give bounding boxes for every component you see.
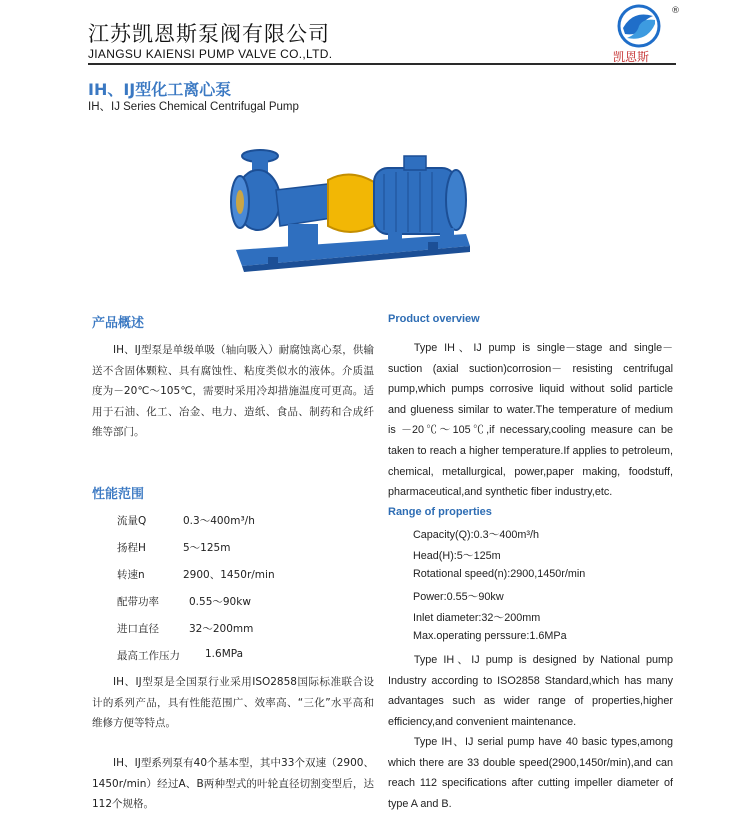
spec-label: 流量Q — [117, 515, 147, 527]
logo-swirl-icon — [619, 6, 659, 46]
spec-row-cn — [117, 540, 231, 555]
spec-row-en: Rotational speed(n):2900,1450r/min — [413, 568, 586, 580]
page-title-cn: IH、IJ型化工离心泵 — [88, 80, 232, 99]
types-text-cn: IH、IJ型系列泵有40个基本型，其中33个双速（2900、1450r/min）经过A、B两种型式的叶轮直径切割变型后，达112个规格。 — [92, 757, 374, 810]
overview-heading-en: Product overview — [388, 313, 480, 325]
spec-row-en: Inlet diameter:32～200mm — [413, 612, 541, 624]
spec-label: 最高工作压力 — [117, 650, 180, 662]
spec-label: 扬程H — [117, 542, 146, 554]
spec-value: 2900、1450r/min — [183, 569, 275, 581]
spec-row-en: Capacity(Q):0.3～400m³/h — [413, 529, 540, 541]
company-name-cn: 江苏凯恩斯泵阀有限公司 — [88, 22, 330, 46]
logo-text: 凯恩斯 — [613, 50, 650, 64]
spec-label: 配带功率 — [117, 596, 159, 608]
range-heading-cn: 性能范围 — [92, 487, 145, 502]
pump-image — [228, 142, 478, 277]
spec-row-en: Max.operating perssure:1.6MPa — [413, 630, 567, 642]
page-title-en: IH、IJ Series Chemical Centrifugal Pump — [88, 101, 299, 113]
header-divider — [88, 63, 676, 65]
spec-row-cn — [117, 648, 244, 663]
spec-row-en: Power:0.55～90kw — [413, 591, 504, 603]
spec-row-cn — [117, 594, 251, 609]
spec-row-cn — [117, 513, 255, 528]
overview-text-cn: IH、IJ型泵是单级单吸（轴向吸入）耐腐蚀离心泵，供输送不含固体颗粒、具有腐蚀性、粘度类似水的液体。介质温度为－20℃～105℃，需要时采用冷却措施温度可更高。适用于石油、化工、冶金、电力、造纸、食品、制药和合成纤维等部门。 — [92, 344, 374, 438]
spec-label: 转速n — [117, 569, 145, 581]
overview-text-en: Type IH、IJ pump is single－stage and single－suction (axial suction)corrosion－ resisting centrifugal pump,which pumps corrosive liquid without solid particle and glueness similar to water.The temperature of medium is －20℃～105℃,if necessary,cooling measure can be taken to reach a higher temperature.If applies to petroleum, chemical, metallurgical, power,paper making, foodstuff, pharmaceutical,and synthetic fiber industry,etc. — [388, 342, 673, 499]
types-text-en: Type IH、IJ serial pump have 40 basic types,among which there are 33 double speed(2900,1450r/min),and can reach 112 specifications after cutting impeller diameter of type A and B. — [388, 736, 673, 810]
company-name-en: JIANGSU KAIENSI PUMP VALVE CO.,LTD. — [88, 47, 333, 61]
range-heading-en: Range of properties — [388, 506, 492, 518]
spec-value: 0.3～400m³/h — [183, 515, 255, 527]
design-text-cn: IH、IJ型泵是全国泵行业采用ISO2858国际标准联合设计的系列产品，具有性能范围广、效率高、“三化”水平高和维修方便等特点。 — [92, 676, 374, 729]
spec-label: 进口直径 — [117, 623, 159, 635]
registered-mark: ® — [671, 6, 680, 16]
spec-value: 32～200mm — [189, 623, 254, 635]
spec-value: 1.6MPa — [205, 648, 244, 660]
spec-row-en: Head(H):5～125m — [413, 550, 501, 562]
spec-row-cn — [117, 621, 254, 636]
spec-value: 5～125m — [183, 542, 231, 554]
design-text-en: Type IH、IJ pump is designed by National pump Industry according to ISO2858 Standard,which has many advantages such as wider range of properties,higher efficiency,and convenient maintenance. — [388, 654, 673, 728]
spec-value: 0.55～90kw — [189, 596, 251, 608]
overview-heading-cn: 产品概述 — [92, 316, 145, 331]
spec-row-cn — [117, 567, 275, 582]
